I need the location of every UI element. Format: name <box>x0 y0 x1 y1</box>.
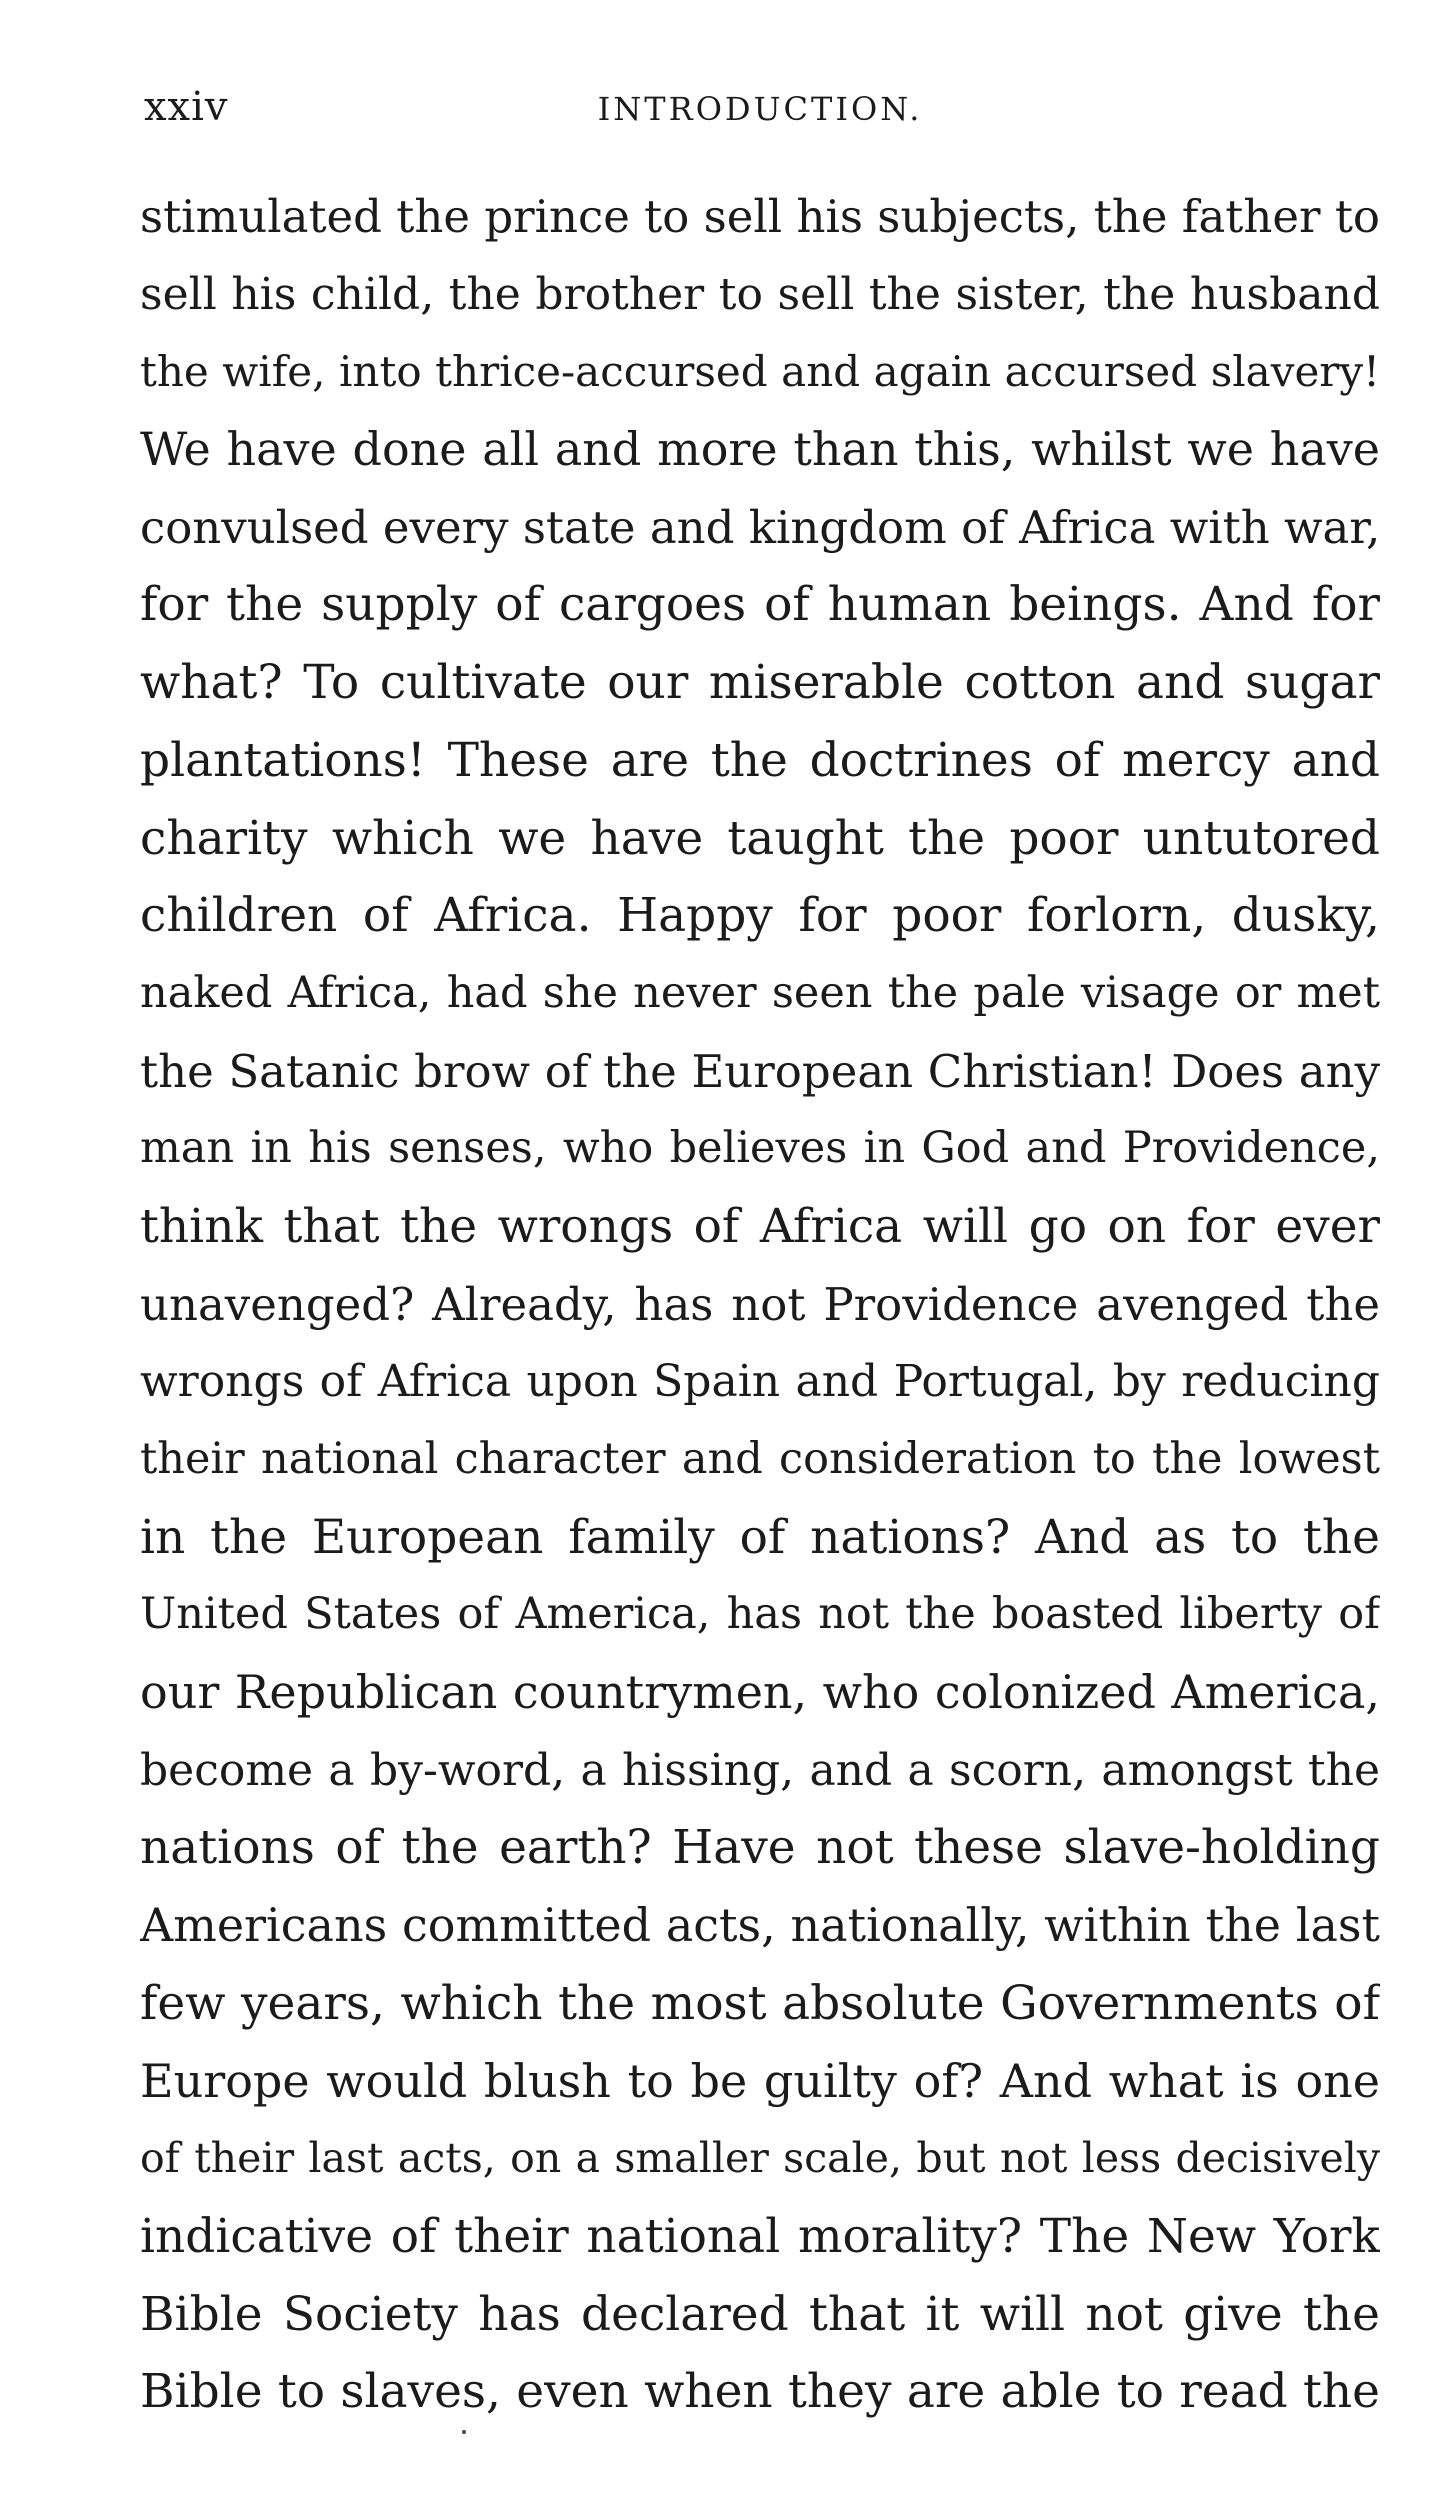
text-line: our Republican countrymen, who colonized America, <box>140 1665 1380 1720</box>
text-line: become a by-word, a hissing, and a scorn, amongst the <box>140 1744 1380 1796</box>
page-number: xxiv <box>144 84 229 130</box>
text-line: Americans committed acts, nationally, within the last <box>140 1898 1380 1953</box>
text-line: their national character and consideration to the lowest <box>140 1434 1380 1484</box>
text-line: wrongs of Africa upon Spain and Portugal, by reducing <box>140 1356 1380 1408</box>
text-line: few years, which the most absolute Governments of <box>140 1975 1380 2031</box>
text-line: think that the wrongs of Africa will go on for ever <box>140 1198 1380 1254</box>
text-line: in the European family of nations? And as to the <box>140 1509 1380 1565</box>
text-line: convulsed every state and kingdom of Africa with war, <box>140 500 1380 554</box>
text-line: unavenged? Already, has not Providence avenged the <box>140 1277 1380 1331</box>
text-line: We have done all and more than this, whilst we have <box>140 422 1380 477</box>
text-line: United States of America, has not the boasted liberty of <box>140 1589 1380 1640</box>
text-line: Bible to slaves, even when they are able to read the <box>140 2364 1380 2420</box>
text-line: the Satanic brow of the European Christian! Does any <box>140 1044 1380 1098</box>
text-line: of their last acts, on a smaller scale, but not less decisively <box>140 2134 1380 2183</box>
text-line: nations of the earth? Have not these slave-holding <box>140 1820 1380 1876</box>
text-line: charity which we have taught the poor untutored <box>140 810 1380 866</box>
text-line: what? To cultivate our miserable cotton and sugar <box>140 655 1380 711</box>
text-line: man in his senses, who believes in God and Providence, <box>140 1123 1380 1174</box>
text-line: naked Africa, had she never seen the pale visage or met <box>140 967 1380 1018</box>
ink-speck <box>462 2430 466 2434</box>
text-line: plantations! These are the doctrines of mercy and <box>140 732 1380 788</box>
text-line: indicative of their national morality? The New York <box>140 2208 1380 2264</box>
running-head <box>140 80 1380 140</box>
text-line: children of Africa. Happy for poor forlorn, dusky, <box>140 888 1380 944</box>
text-line: the wife, into thrice-accursed and again accursed slavery! <box>140 347 1380 397</box>
text-line: Bible Society has declared that it will not give the <box>140 2286 1380 2342</box>
text-line: sell his child, the brother to sell the sister, the husband <box>140 268 1380 320</box>
text-line: Europe would blush to be guilty of? And what is one <box>140 2053 1380 2108</box>
running-title: INTRODUCTION. <box>597 90 923 128</box>
text-line: stimulated the prince to sell his subjects, the father to <box>140 190 1380 243</box>
body-text <box>140 178 1380 2431</box>
text-line: for the supply of cargoes of human beings. And for <box>140 577 1380 633</box>
